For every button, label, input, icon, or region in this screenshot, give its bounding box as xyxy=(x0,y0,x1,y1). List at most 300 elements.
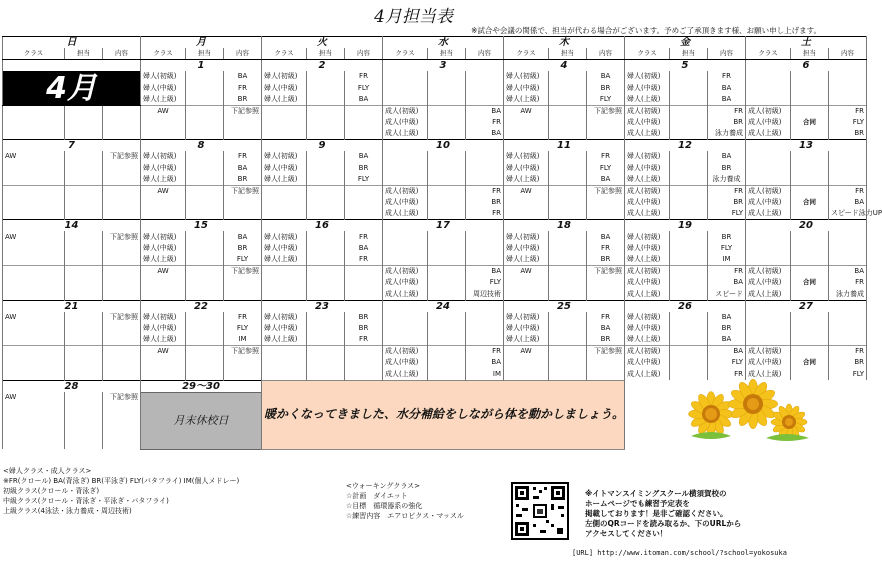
coach-cell xyxy=(549,174,587,186)
content-cell: BR xyxy=(708,323,746,334)
date-thu: 18 xyxy=(504,220,625,232)
empty-cell xyxy=(103,117,141,128)
class-name: 成人(初級) xyxy=(746,266,791,278)
empty-cell xyxy=(791,323,829,334)
coach-cell xyxy=(186,323,224,334)
class-name: 婦人(上級) xyxy=(504,174,549,186)
coach-cell xyxy=(186,71,224,82)
sub-header: 担当 xyxy=(428,48,466,60)
empty-cell xyxy=(65,208,103,220)
aw-class: AW xyxy=(504,105,549,117)
empty-cell xyxy=(466,231,504,242)
sub-header: クラス xyxy=(504,48,549,60)
walking-block xyxy=(346,481,464,521)
class-name: 婦人(上級) xyxy=(262,334,307,346)
coach-cell xyxy=(428,185,466,197)
empty-cell xyxy=(3,369,65,381)
class-name: 婦人(初級) xyxy=(262,231,307,242)
empty-cell xyxy=(262,289,307,301)
empty-cell xyxy=(504,128,549,140)
sub-header: クラス xyxy=(746,48,791,60)
class-name: 婦人(上級) xyxy=(262,254,307,266)
coach-cell xyxy=(791,289,829,301)
empty-cell xyxy=(791,163,829,174)
content-cell: FR xyxy=(587,151,625,162)
empty-cell xyxy=(466,151,504,162)
legend-line: 初級クラス(クロール・背泳ぎ) xyxy=(3,487,100,495)
content-cell: BR xyxy=(224,243,262,254)
sub-header: 担当 xyxy=(791,48,829,60)
empty-cell xyxy=(345,346,383,358)
coach-cell xyxy=(549,185,587,197)
schedule-row xyxy=(3,323,867,334)
content-cell: FLY xyxy=(466,277,504,288)
content-cell: FR xyxy=(466,185,504,197)
empty-cell xyxy=(383,94,428,106)
empty-cell xyxy=(262,369,307,381)
coach-cell xyxy=(307,334,345,346)
empty-cell xyxy=(65,266,103,278)
empty-cell xyxy=(383,334,428,346)
day-header-tue: 火 xyxy=(262,37,383,49)
aw-class: AW xyxy=(3,151,65,162)
class-name: 婦人(中級) xyxy=(141,243,186,254)
empty-cell xyxy=(262,197,307,208)
notice-line: 左側のQRコードを読み取るか、下のURLから xyxy=(585,519,742,528)
empty-cell xyxy=(65,254,103,266)
class-name: 成人(初級) xyxy=(625,185,670,197)
empty-cell xyxy=(345,289,383,301)
content-cell: BR xyxy=(224,94,262,106)
coach-cell xyxy=(428,289,466,301)
content-cell: BA xyxy=(224,231,262,242)
date-sat: 13 xyxy=(746,140,867,152)
coach-cell xyxy=(549,151,587,162)
class-name: 婦人(初級) xyxy=(141,231,186,242)
content-cell: FR xyxy=(829,105,867,117)
coach-cell xyxy=(670,369,708,381)
coach-cell xyxy=(186,163,224,174)
coach-cell xyxy=(428,197,466,208)
date-sat: 27 xyxy=(746,300,867,312)
class-name: 成人(上級) xyxy=(746,208,791,220)
content-cell: BR xyxy=(345,323,383,334)
empty-cell xyxy=(307,346,345,358)
empty-cell xyxy=(224,277,262,288)
empty-cell xyxy=(587,208,625,220)
legend-line: ※FR(クロール) BA(背泳ぎ) BR(平泳ぎ) FLY(バタフライ) IM(個人メドレー) xyxy=(3,477,240,485)
date-sat: 6 xyxy=(746,60,867,72)
date-row xyxy=(3,380,867,392)
class-name: 成人(中級) xyxy=(383,277,428,288)
coach-cell xyxy=(307,94,345,106)
ref-cell: 下記参照 xyxy=(103,392,141,403)
date-tue: 16 xyxy=(262,220,383,232)
empty-cell xyxy=(345,185,383,197)
empty-cell xyxy=(466,312,504,323)
content-cell: FR xyxy=(708,369,746,381)
empty-cell xyxy=(65,404,103,415)
content-cell: FR xyxy=(466,117,504,128)
content-cell: FLY xyxy=(829,369,867,381)
sub-header: 内容 xyxy=(224,48,262,60)
empty-cell xyxy=(3,346,65,358)
empty-cell xyxy=(262,208,307,220)
empty-cell xyxy=(103,369,141,381)
coach-cell xyxy=(549,346,587,358)
empty-cell xyxy=(829,151,867,162)
coach-cell xyxy=(549,243,587,254)
class-name: 成人(上級) xyxy=(625,128,670,140)
date-thu: 25 xyxy=(504,300,625,312)
empty-cell xyxy=(383,323,428,334)
coach-cell xyxy=(670,174,708,186)
class-name: 成人(中級) xyxy=(746,357,791,368)
empty-cell xyxy=(103,243,141,254)
schedule-row xyxy=(3,163,867,174)
coach-cell xyxy=(307,82,345,93)
coach-cell xyxy=(186,94,224,106)
empty-cell xyxy=(549,357,587,368)
coach-cell xyxy=(307,312,345,323)
date-thu: 4 xyxy=(504,60,625,72)
empty-cell xyxy=(383,231,428,242)
empty-cell xyxy=(262,185,307,197)
class-name: 婦人(上級) xyxy=(625,254,670,266)
empty-cell xyxy=(65,357,103,368)
empty-cell xyxy=(829,254,867,266)
content-cell: BR xyxy=(587,334,625,346)
content-cell: BR xyxy=(708,117,746,128)
empty-cell xyxy=(345,128,383,140)
empty-cell xyxy=(103,415,141,426)
coach-cell xyxy=(428,346,466,358)
empty-cell xyxy=(587,289,625,301)
empty-cell xyxy=(141,289,186,301)
empty-cell xyxy=(345,197,383,208)
empty-cell xyxy=(345,105,383,117)
class-name: 成人(中級) xyxy=(625,357,670,368)
schedule-row xyxy=(3,254,867,266)
empty-cell xyxy=(262,266,307,278)
empty-cell xyxy=(262,357,307,368)
empty-cell xyxy=(746,243,791,254)
content-cell: FR xyxy=(587,312,625,323)
empty-cell xyxy=(103,289,141,301)
coach-cell xyxy=(307,71,345,82)
coach-cell xyxy=(549,312,587,323)
empty-cell xyxy=(829,243,867,254)
content-cell: BR xyxy=(345,163,383,174)
empty-cell xyxy=(224,208,262,220)
content-cell: FLY xyxy=(708,243,746,254)
empty-cell xyxy=(65,128,103,140)
empty-cell xyxy=(549,117,587,128)
empty-cell xyxy=(262,128,307,140)
empty-cell xyxy=(504,208,549,220)
ref-cell: 下記参照 xyxy=(103,312,141,323)
class-name: 婦人(上級) xyxy=(262,94,307,106)
website-url[interactable]: [URL] http://www.itoman.com/school/?school=yokosuka xyxy=(572,549,787,557)
sub-header: 担当 xyxy=(307,48,345,60)
class-name: 成人(中級) xyxy=(383,357,428,368)
aw-class: AW xyxy=(141,266,186,278)
schedule-row xyxy=(3,105,867,117)
empty-cell xyxy=(65,369,103,381)
empty-cell xyxy=(307,197,345,208)
legend-line: 上級クラス(4泳法・泳力養成・周辺技術) xyxy=(3,507,132,515)
walking-header: <ウォーキングクラス> xyxy=(346,482,421,490)
empty-cell xyxy=(3,334,65,346)
empty-cell xyxy=(3,185,65,197)
coach-cell xyxy=(186,346,224,358)
class-name: 成人(初級) xyxy=(383,346,428,358)
empty-cell xyxy=(587,117,625,128)
schedule-row xyxy=(3,334,867,346)
coach-cell xyxy=(186,243,224,254)
content-cell: BA xyxy=(587,71,625,82)
coach-cell xyxy=(549,163,587,174)
coach-cell xyxy=(670,82,708,93)
class-name: 婦人(初級) xyxy=(262,151,307,162)
content-cell: FR xyxy=(345,254,383,266)
empty-cell xyxy=(65,323,103,334)
empty-cell xyxy=(65,185,103,197)
empty-cell xyxy=(466,174,504,186)
empty-cell xyxy=(746,334,791,346)
coach-cell xyxy=(791,105,829,117)
empty-cell xyxy=(829,94,867,106)
empty-cell xyxy=(3,254,65,266)
class-name: 婦人(中級) xyxy=(262,82,307,93)
walking-line: ☆計画 ダイエット xyxy=(346,492,408,500)
empty-cell xyxy=(103,174,141,186)
date-wed: 3 xyxy=(383,60,504,72)
content-cell: FLY xyxy=(345,174,383,186)
empty-cell xyxy=(262,117,307,128)
content-cell: スピード泳力UP xyxy=(829,208,867,220)
sub-header-row xyxy=(3,48,867,60)
class-name: 成人(上級) xyxy=(383,128,428,140)
sub-header: 担当 xyxy=(549,48,587,60)
empty-cell xyxy=(103,438,141,449)
coach-cell xyxy=(186,266,224,278)
class-name: 成人(上級) xyxy=(383,208,428,220)
empty-cell xyxy=(262,105,307,117)
empty-cell xyxy=(3,105,65,117)
schedule-row xyxy=(3,357,867,368)
empty-cell xyxy=(65,426,103,437)
content-cell: FLY xyxy=(224,323,262,334)
schedule-row xyxy=(3,174,867,186)
empty-cell xyxy=(466,243,504,254)
schedule-table xyxy=(2,36,882,450)
content-cell: FLY xyxy=(708,208,746,220)
empty-cell xyxy=(307,266,345,278)
coach-cell xyxy=(307,243,345,254)
coach-cell xyxy=(186,254,224,266)
schedule-row xyxy=(3,243,867,254)
coach-cell xyxy=(670,357,708,368)
content-cell: FR xyxy=(224,82,262,93)
class-name: 婦人(中級) xyxy=(262,243,307,254)
class-name: 婦人(上級) xyxy=(141,94,186,106)
class-name: 婦人(初級) xyxy=(504,312,549,323)
empty-cell xyxy=(383,312,428,323)
day-header-wed: 水 xyxy=(383,37,504,49)
coach-cell xyxy=(307,163,345,174)
empty-cell xyxy=(345,357,383,368)
ref-cell: 下記参照 xyxy=(587,346,625,358)
coach-cell xyxy=(428,105,466,117)
empty-cell xyxy=(141,208,186,220)
coach-cell xyxy=(186,174,224,186)
content-cell: FR xyxy=(466,346,504,358)
coach-cell xyxy=(670,323,708,334)
empty-cell xyxy=(587,369,625,381)
empty-cell xyxy=(345,266,383,278)
coach-cell xyxy=(549,323,587,334)
coach-cell xyxy=(670,94,708,106)
content-cell: BA xyxy=(708,82,746,93)
empty-cell xyxy=(65,334,103,346)
empty-cell xyxy=(383,163,428,174)
content-cell: FR xyxy=(345,231,383,242)
class-name: 成人(上級) xyxy=(383,289,428,301)
coach-cell xyxy=(65,392,103,403)
content-cell: スピード xyxy=(708,289,746,301)
class-name: 成人(上級) xyxy=(625,208,670,220)
class-name: 婦人(上級) xyxy=(625,94,670,106)
date-tue: 23 xyxy=(262,300,383,312)
empty-cell xyxy=(103,197,141,208)
empty-cell xyxy=(791,82,829,93)
class-name: 婦人(上級) xyxy=(262,174,307,186)
content-cell: FR xyxy=(224,151,262,162)
coach-cell xyxy=(428,357,466,368)
class-name: 成人(上級) xyxy=(383,369,428,381)
empty-cell xyxy=(65,197,103,208)
content-cell: BA xyxy=(466,266,504,278)
class-name: 成人(中級) xyxy=(625,197,670,208)
coach-cell xyxy=(670,185,708,197)
class-name: 成人(中級) xyxy=(746,197,791,208)
content-cell: FLY xyxy=(345,82,383,93)
empty-cell xyxy=(186,128,224,140)
coach-cell xyxy=(549,231,587,242)
date-sun: 14 xyxy=(3,220,141,232)
empty-cell xyxy=(307,369,345,381)
empty-cell xyxy=(549,369,587,381)
empty-cell xyxy=(3,266,65,278)
day-header-thu: 木 xyxy=(504,37,625,49)
schedule-row xyxy=(3,312,867,323)
day-header-sat: 土 xyxy=(746,37,867,49)
coach-cell xyxy=(670,71,708,82)
content-cell: BA xyxy=(587,231,625,242)
content-cell: BR xyxy=(345,312,383,323)
empty-cell xyxy=(428,174,466,186)
content-cell: FR xyxy=(587,243,625,254)
coach-cell xyxy=(65,151,103,162)
content-cell: 泳力養成 xyxy=(829,289,867,301)
schedule-row xyxy=(3,289,867,301)
coach-cell xyxy=(670,334,708,346)
empty-cell xyxy=(587,357,625,368)
coach-cell xyxy=(186,151,224,162)
empty-cell xyxy=(345,277,383,288)
content-cell: FR xyxy=(224,312,262,323)
empty-cell xyxy=(746,312,791,323)
ref-cell: 下記参照 xyxy=(103,151,141,162)
content-cell: 泳力養成 xyxy=(708,128,746,140)
content-cell: FLY xyxy=(587,94,625,106)
coach-cell xyxy=(670,163,708,174)
empty-cell xyxy=(746,254,791,266)
empty-cell xyxy=(307,117,345,128)
class-name: 婦人(中級) xyxy=(504,323,549,334)
empty-cell xyxy=(466,94,504,106)
class-name: 成人(初級) xyxy=(746,185,791,197)
coach-cell xyxy=(428,369,466,381)
empty-cell xyxy=(186,277,224,288)
content-cell: BR xyxy=(708,231,746,242)
coach-cell xyxy=(186,105,224,117)
empty-cell xyxy=(428,151,466,162)
content-cell: FR xyxy=(708,105,746,117)
empty-cell xyxy=(3,415,65,426)
qr-code[interactable] xyxy=(511,482,569,540)
coach-cell xyxy=(307,323,345,334)
empty-cell xyxy=(587,128,625,140)
empty-cell xyxy=(383,82,428,93)
schedule-row xyxy=(3,128,867,140)
empty-cell xyxy=(466,254,504,266)
content-cell: FR xyxy=(466,208,504,220)
content-cell: FR xyxy=(708,185,746,197)
empty-cell xyxy=(587,277,625,288)
sub-header: クラス xyxy=(3,48,65,60)
coach-cell xyxy=(670,231,708,242)
class-name: 婦人(初級) xyxy=(625,71,670,82)
class-name: 成人(中級) xyxy=(625,117,670,128)
empty-cell xyxy=(3,117,65,128)
sub-header: 内容 xyxy=(587,48,625,60)
class-name: 成人(上級) xyxy=(625,369,670,381)
coach-cell xyxy=(549,266,587,278)
schedule-row xyxy=(3,369,867,381)
class-name: 成人(初級) xyxy=(746,105,791,117)
content-cell: BR xyxy=(224,174,262,186)
content-cell: BA xyxy=(829,197,867,208)
empty-cell xyxy=(103,277,141,288)
coach-cell xyxy=(791,266,829,278)
empty-cell xyxy=(141,357,186,368)
schedule-row xyxy=(3,266,867,278)
sunflower-image xyxy=(625,380,867,449)
empty-cell xyxy=(746,94,791,106)
date-wed: 17 xyxy=(383,220,504,232)
date-wed: 24 xyxy=(383,300,504,312)
empty-cell xyxy=(549,197,587,208)
ref-cell: 下記参照 xyxy=(224,266,262,278)
content-cell: BA xyxy=(708,312,746,323)
empty-cell xyxy=(383,254,428,266)
ref-cell: 下記参照 xyxy=(103,231,141,242)
empty-cell xyxy=(65,163,103,174)
date-row xyxy=(3,140,867,152)
empty-cell xyxy=(262,346,307,358)
